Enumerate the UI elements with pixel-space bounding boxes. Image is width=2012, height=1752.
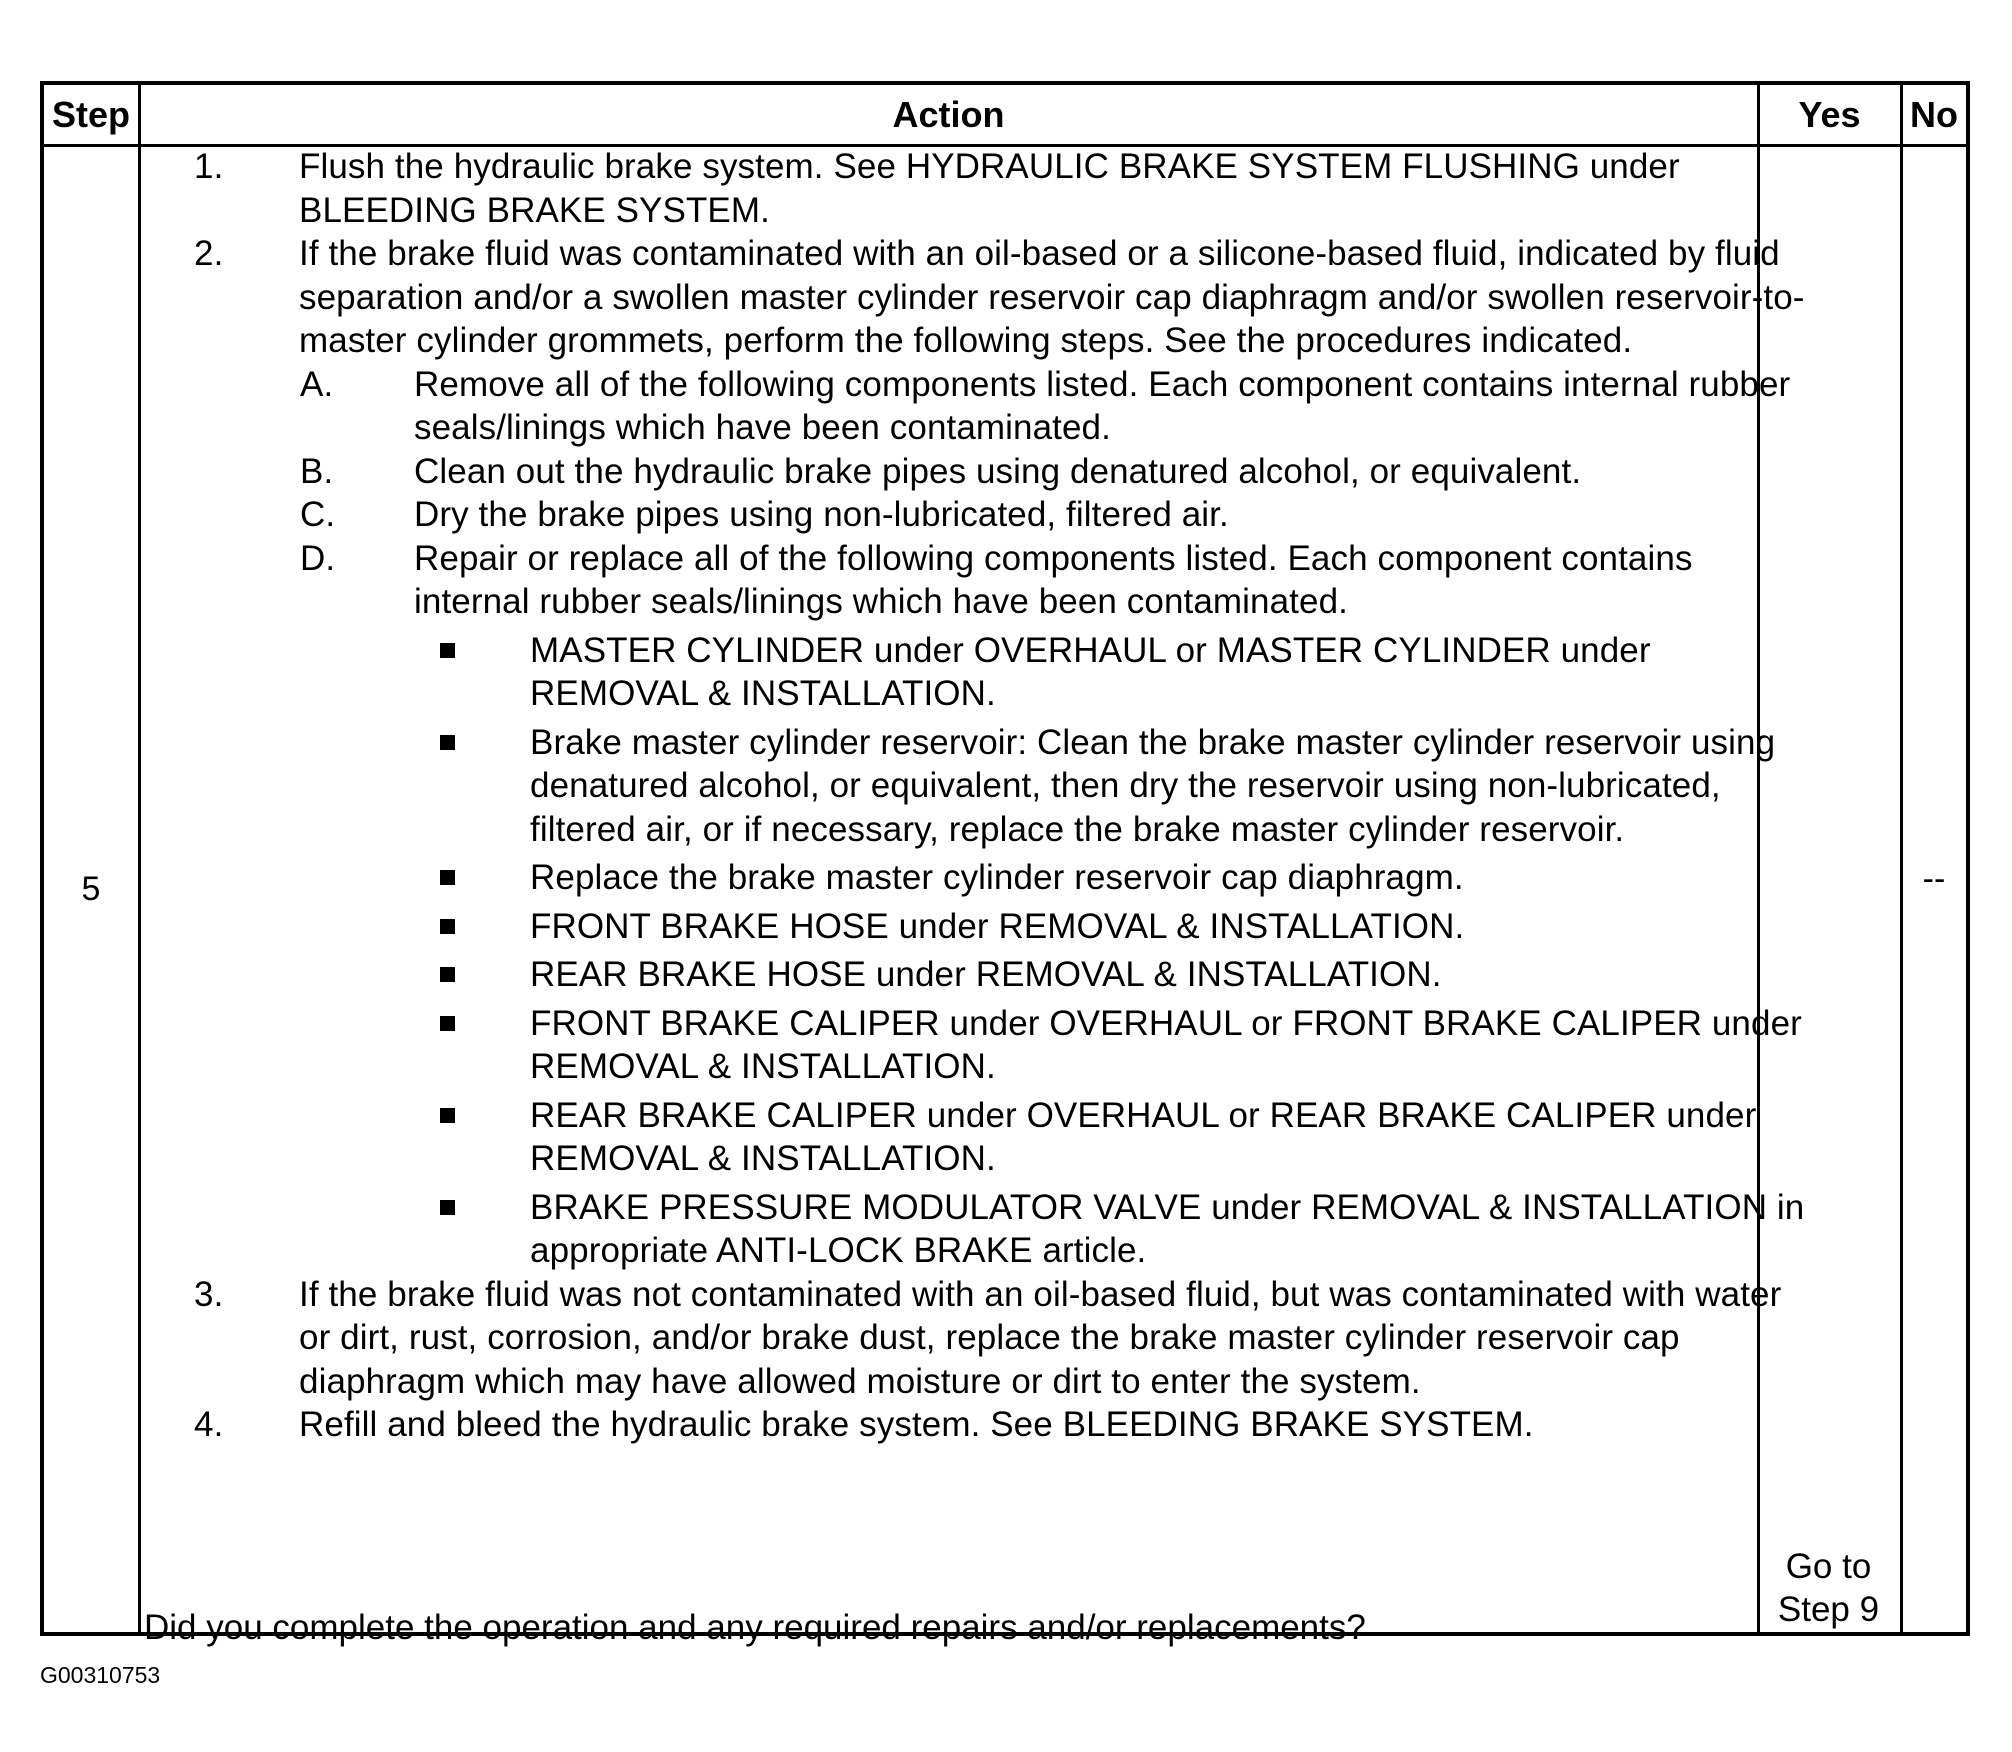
subitem-text: Dry the brake pipes using non-lubricated, filtered air. (414, 495, 1229, 534)
subitem-marker: B. (300, 451, 334, 491)
item-marker: 2. (194, 234, 224, 273)
header-action: Action (892, 94, 1005, 135)
item-text: If the brake fluid was not contaminated with an oil-based fluid, but was contaminated with water or dirt, rust, corrosion, and/or brake dust, replace the brake master cylinder reservoir cap diaphragm which may have allowed moisture or dirt to enter the system. (299, 1274, 1782, 1401)
bullet-text: Replace the brake master cylinder reservoir cap diaphragm. (530, 858, 1464, 897)
question-text: Did you complete the operation and any required repairs and/or replacements? (144, 1608, 1366, 1647)
action-item (140, 1273, 1805, 1404)
subitem-text: Repair or replace all of the following components listed. Each component contains internal rubber seals/linings which have been contaminated. (414, 538, 1693, 621)
subitem-text: Clean out the hydraulic brake pipes using denatured alcohol, or equivalent. (414, 451, 1582, 491)
component-bullet (140, 856, 1805, 900)
no-value: -- (1922, 860, 1946, 898)
action-item (140, 232, 1805, 1273)
bullet-text: MASTER CYLINDER under OVERHAUL or MASTER CYLINDER under REMOVAL & INSTALLATION. (530, 630, 1651, 713)
header-step: Step (51, 94, 130, 135)
item-marker: 4. (194, 1405, 224, 1444)
item-text: If the brake fluid was contaminated with an oil-based or a silicone-based fluid, indicated by fluid separation and/or a swollen master cylinder reservoir cap diaphragm and/or swollen reservoir-to-master cylinder grommets, perform the following steps. See the procedures indicated. (299, 234, 1805, 360)
bullet-text: Brake master cylinder reservoir: Clean the brake master cylinder reservoir using denatured alcohol, or equivalent, then dry the reservoir using non-lubricated, filtered air, or if necessary, replace the brake master cylinder reservoir. (530, 722, 1776, 849)
action-subitem (140, 363, 1805, 450)
bullet-text: BRAKE PRESSURE MODULATOR VALVE under REMOVAL & INSTALLATION in appropriate ANTI-LOCK BRAKE article. (530, 1187, 1805, 1270)
item-text: Flush the hydraulic brake system. See HYDRAULIC BRAKE SYSTEM FLUSHING under BLEEDING BRAKE SYSTEM. (299, 147, 1680, 230)
action-subitem (140, 493, 1805, 537)
subitem-text: Remove all of the following components listed. Each component contains internal rubber seals/linings which have been contaminated. (414, 364, 1791, 447)
header-no: No (1910, 94, 1958, 135)
action-item (140, 145, 1805, 232)
bullet-text: FRONT BRAKE CALIPER under OVERHAUL or FRONT BRAKE CALIPER under REMOVAL & INSTALLATION. (530, 1003, 1802, 1086)
square-bullet-icon (440, 1016, 455, 1031)
component-bullet (140, 1094, 1805, 1181)
action-list (140, 145, 1805, 1447)
yes-value: Go to Step 9 (1777, 1547, 1880, 1629)
header-yes: Yes (1798, 94, 1861, 135)
component-bullet (140, 721, 1805, 852)
diagnostic-step-table (40, 81, 1970, 1647)
square-bullet-icon (440, 1200, 455, 1215)
step-number: 5 (81, 870, 101, 908)
component-bullet (140, 1002, 1805, 1089)
square-bullet-icon (440, 643, 455, 658)
subitem-marker: D. (300, 538, 336, 578)
component-bullet (140, 953, 1805, 997)
bullet-text: FRONT BRAKE HOSE under REMOVAL & INSTALLATION. (530, 906, 1465, 946)
column-divider (1900, 85, 1903, 1632)
square-bullet-icon (440, 919, 455, 934)
component-bullet (140, 1186, 1805, 1273)
action-item (140, 1403, 1805, 1447)
figure-id: G00310753 (40, 1662, 161, 1688)
item-marker: 1. (194, 147, 224, 186)
square-bullet-icon (440, 870, 455, 885)
subitem-marker: A. (300, 364, 334, 404)
square-bullet-icon (440, 735, 455, 750)
component-bullet (140, 905, 1805, 949)
bullet-text: REAR BRAKE CALIPER under OVERHAUL or REAR BRAKE CALIPER under REMOVAL & INSTALLATION. (530, 1095, 1757, 1178)
bullet-text: REAR BRAKE HOSE under REMOVAL & INSTALLATION. (530, 955, 1442, 994)
component-bullet (140, 629, 1805, 716)
square-bullet-icon (440, 967, 455, 982)
action-subitem (140, 450, 1805, 494)
square-bullet-icon (440, 1108, 455, 1123)
item-marker: 3. (194, 1274, 224, 1314)
item-text: Refill and bleed the hydraulic brake system. See BLEEDING BRAKE SYSTEM. (299, 1405, 1534, 1444)
action-subitem (140, 537, 1805, 1273)
subitem-marker: C. (300, 495, 336, 534)
